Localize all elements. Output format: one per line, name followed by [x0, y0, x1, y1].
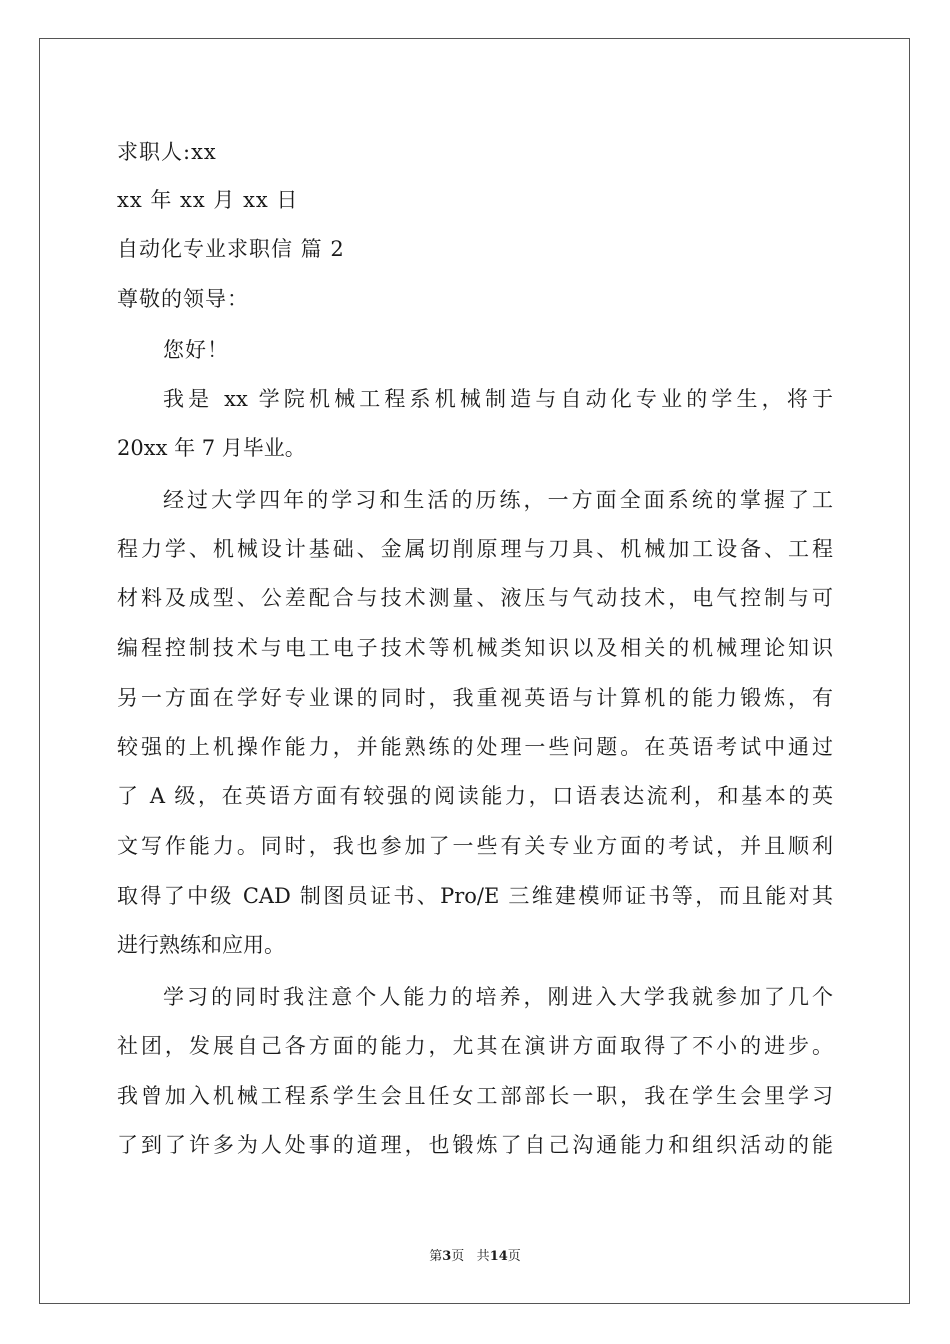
paragraph-2-line: 较强的上机操作能力，并能熟练的处理一些问题。在英语考试中通过: [117, 735, 833, 759]
footer-total-suffix: 页: [507, 1249, 521, 1264]
page-frame: [39, 38, 910, 1304]
paragraph-2-line: 材料及成型、公差配合与技术测量、液压与气动技术，电气控制与可: [117, 586, 833, 610]
total-page-count: 14: [489, 1249, 508, 1264]
paragraph-2-line: 程力学、机械设计基础、金属切削原理与刀具、机械加工设备、工程: [117, 537, 833, 561]
page-footer: [0, 1248, 950, 1266]
paragraph-3-line: 我曾加入机械工程系学生会且任女工部部长一职，我在学生会里学习: [117, 1084, 833, 1108]
paragraph-2-line: 了 A 级，在英语方面有较强的阅读能力，口语表达流利，和基本的英: [117, 784, 833, 808]
paragraph-2-line: 编程控制技术与电工电子技术等机械类知识以及相关的机械理论知识: [117, 636, 833, 660]
greeting: 您好！: [163, 338, 229, 362]
paragraph-1-line: 20xx 年 7 月毕业。: [117, 436, 306, 460]
paragraph-2-line: 取得了中级 CAD 制图员证书、Pro/E 三维建模师证书等，而且能对其: [117, 884, 833, 908]
applicant-line: 求职人:xx: [117, 140, 217, 164]
paragraph-3-line: 了到了许多为人处事的道理，也锻炼了自己沟通能力和组织活动的能: [117, 1133, 833, 1157]
paragraph-3-line: 学习的同时我注意个人能力的培养，刚进入大学我就参加了几个: [163, 985, 833, 1009]
footer-page-suffix: 页: [451, 1249, 465, 1264]
paragraph-2-line: 文写作能力。同时，我也参加了一些有关专业方面的考试，并且顺利: [117, 834, 833, 858]
paragraph-1-line: 我是 xx 学院机械工程系机械制造与自动化专业的学生，将于: [163, 387, 833, 411]
footer-prefix: 第: [429, 1249, 443, 1264]
footer-total-prefix: 共: [476, 1249, 490, 1264]
paragraph-3-line: 社团，发展自己各方面的能力，尤其在演讲方面取得了不小的进步。: [117, 1034, 833, 1058]
date-line: xx 年 xx 月 xx 日: [117, 188, 299, 212]
paragraph-2-line: 经过大学四年的学习和生活的历练，一方面全面系统的掌握了工: [163, 488, 833, 512]
current-page-number: 3: [442, 1249, 452, 1264]
paragraph-2-line: 另一方面在学好专业课的同时，我重视英语与计算机的能力锻炼，有: [117, 686, 833, 710]
paragraph-2-line: 进行熟练和应用。: [117, 933, 285, 957]
letter-title: 自动化专业求职信 篇 2: [117, 237, 345, 261]
salutation: 尊敬的领导：: [117, 287, 249, 311]
